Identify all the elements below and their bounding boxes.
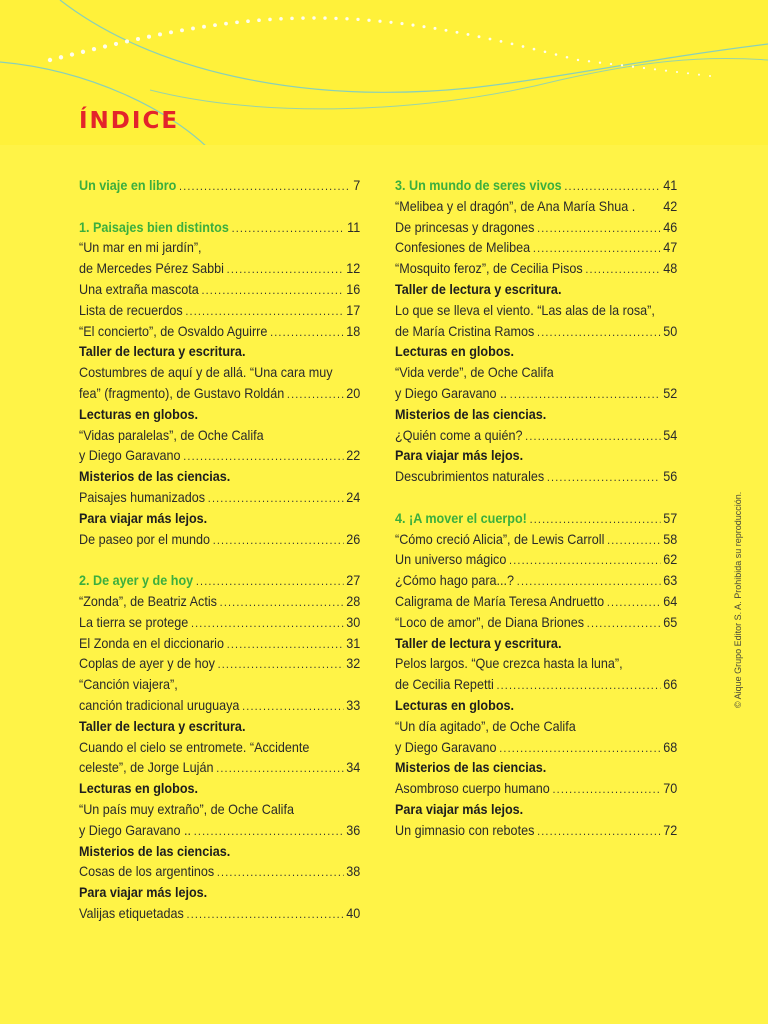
toc-dot-leader	[287, 384, 344, 405]
toc-entry-title: Misterios de las ciencias.	[79, 842, 231, 859]
toc-entry	[395, 570, 677, 591]
toc-entry	[395, 383, 677, 404]
toc-dot-leader	[185, 301, 343, 322]
toc-section-heading	[79, 841, 360, 862]
toc-entry	[79, 258, 360, 279]
toc-dot-leader	[232, 218, 345, 239]
toc-entry-title: y Diego Garavano ..	[395, 384, 508, 401]
toc-page-number: 36	[346, 821, 361, 838]
toc-section-heading	[395, 695, 677, 716]
toc-entry-title: de Cecilia Repetti	[395, 676, 494, 693]
toc-entry-title: Caligrama de María Teresa Andruetto	[395, 592, 605, 609]
toc-entry	[79, 757, 360, 778]
toc-page-number: 46	[663, 218, 678, 235]
toc-page-number: 26	[346, 530, 361, 547]
toc-spacer	[395, 487, 677, 508]
toc-page-number: 70	[663, 780, 678, 797]
toc-entry-title: 4. ¡A mover el cuerpo!	[395, 509, 527, 526]
toc-dot-leader	[564, 176, 660, 197]
toc-section-heading	[79, 341, 360, 362]
toc-entry	[79, 737, 360, 758]
toc-entry-title: “Un mar en mi jardín”,	[79, 239, 202, 256]
toc-page-number: 32	[346, 655, 361, 672]
toc-page-number: 56	[663, 468, 678, 485]
toc-entry	[79, 653, 360, 674]
toc-entry	[395, 196, 677, 217]
toc-entry	[79, 861, 360, 882]
toc-dot-leader	[217, 862, 344, 883]
toc-entry	[395, 529, 677, 550]
toc-dot-leader	[187, 904, 344, 925]
toc-dot-leader	[587, 613, 661, 634]
toc-entry	[395, 591, 677, 612]
toc-dot-leader	[242, 696, 343, 717]
toc-entry-title: y Diego Garavano	[79, 447, 181, 464]
toc-entry	[395, 321, 677, 342]
toc-entry	[395, 258, 677, 279]
toc-page-number: 41	[663, 177, 678, 193]
toc-left-column	[79, 175, 360, 924]
toc-entry-title: De princesas y dragones	[395, 218, 535, 235]
toc-page-number: 31	[346, 634, 361, 651]
toc-section-heading	[79, 882, 360, 903]
toc-entry-title: Misterios de las ciencias.	[79, 468, 231, 485]
toc-entry-title: 3. Un mundo de seres vivos	[395, 177, 562, 193]
toc-entry-title: Lecturas en globos.	[395, 343, 515, 360]
toc-entry-title: Para viajar más lejos.	[79, 509, 208, 526]
toc-entry-title: “Mosquito feroz”, de Cecilia Pisos	[395, 260, 583, 277]
toc-page-number: 58	[663, 530, 678, 547]
toc-page-number: 68	[663, 738, 678, 755]
toc-entry	[79, 903, 360, 924]
toc-page-number: 17	[346, 301, 361, 318]
toc-dot-leader	[194, 821, 344, 842]
toc-entry-title: Taller de lectura y escritura.	[395, 634, 562, 651]
toc-section-heading	[395, 404, 677, 425]
toc-entry	[79, 820, 360, 841]
toc-section-heading	[395, 341, 677, 362]
toc-page-number: 7	[353, 177, 361, 193]
toc-page-number: 18	[346, 322, 361, 339]
toc-entry	[79, 362, 360, 383]
toc-section-heading	[79, 466, 360, 487]
toc-page-number: 42	[663, 197, 678, 214]
toc-dot-leader	[533, 238, 661, 259]
toc-entry-title: Coplas de ayer y de hoy	[79, 655, 215, 672]
toc-entry	[79, 300, 360, 321]
toc-page-number: 47	[663, 239, 678, 256]
toc-chapter-heading	[395, 175, 677, 196]
toc-page-number: 65	[663, 613, 678, 630]
toc-entry	[79, 425, 360, 446]
toc-page-number: 48	[663, 260, 678, 277]
toc-section-heading	[395, 633, 677, 654]
toc-dot-leader	[227, 634, 344, 655]
toc-right-column	[395, 175, 677, 841]
toc-entry	[395, 237, 677, 258]
toc-entry	[395, 549, 677, 570]
toc-entry-title: fea” (fragmento), de Gustavo Roldán	[79, 384, 285, 401]
toc-entry-title: “Melibea y el dragón”, de Ana María Shua .	[395, 197, 636, 214]
toc-entry-title: Cosas de los argentinos	[79, 863, 215, 880]
toc-dot-leader	[270, 322, 343, 343]
toc-page-number: 40	[346, 904, 361, 921]
toc-entry-title: “Canción viajera”,	[79, 676, 178, 693]
toc-entry-title: Costumbres de aquí y de allá. “Una cara muy	[79, 364, 333, 381]
toc-chapter-heading	[79, 217, 360, 238]
toc-chapter-heading	[79, 570, 360, 591]
toc-entry-title: “Vidas paralelas”, de Oche Califa	[79, 426, 264, 443]
toc-entry	[79, 487, 360, 508]
toc-dot-leader	[537, 821, 660, 842]
toc-dot-leader	[537, 218, 660, 239]
toc-entry	[79, 321, 360, 342]
toc-entry	[395, 737, 677, 758]
toc-dot-leader	[607, 530, 660, 551]
toc-section-heading	[395, 799, 677, 820]
toc-page-number: 28	[346, 592, 361, 609]
toc-entry-title: Para viajar más lejos.	[79, 884, 208, 901]
toc-section-heading	[79, 716, 360, 737]
toc-dot-leader	[216, 758, 343, 779]
toc-entry-title: Valijas etiquetadas	[79, 904, 184, 921]
toc-page-number: 57	[663, 509, 678, 526]
toc-entry-title: Taller de lectura y escritura.	[395, 280, 562, 297]
toc-entry	[79, 799, 360, 820]
toc-entry-title: Un viaje en libro	[79, 177, 177, 193]
toc-entry-title: Para viajar más lejos.	[395, 447, 524, 464]
toc-dot-leader	[537, 322, 660, 343]
toc-dot-leader	[196, 571, 344, 592]
toc-entry	[395, 362, 677, 383]
toc-dot-leader	[547, 467, 661, 488]
toc-page-number: 50	[663, 322, 678, 339]
toc-entry	[79, 674, 360, 695]
toc-page-number: 64	[663, 592, 678, 609]
toc-entry-title: “El concierto”, de Osvaldo Aguirre	[79, 322, 268, 339]
toc-dot-leader	[510, 384, 661, 405]
toc-entry-title: y Diego Garavano ..	[79, 821, 192, 838]
toc-entry-title: ¿Cómo hago para...?	[395, 572, 515, 589]
toc-dot-leader	[179, 176, 350, 197]
toc-dot-leader	[496, 675, 660, 696]
toc-entry-title: y Diego Garavano	[395, 738, 497, 755]
toc-page-number: 34	[346, 759, 361, 776]
toc-entry-title: La tierra se protege	[79, 613, 189, 630]
toc-entry	[79, 695, 360, 716]
copyright-notice: © Aique Grupo Editor S. A. Prohibida su reproducción.	[733, 491, 743, 708]
toc-page-number: 38	[346, 863, 361, 880]
toc-entry-title: Lecturas en globos.	[79, 405, 199, 422]
toc-entry-title: Taller de lectura y escritura.	[79, 343, 246, 360]
toc-entry	[395, 217, 677, 238]
toc-page-number: 16	[346, 280, 361, 297]
toc-entry	[79, 529, 360, 550]
toc-entry-title: “Cómo creció Alicia”, de Lewis Carroll	[395, 530, 605, 547]
toc-entry-title: Lecturas en globos.	[79, 780, 199, 797]
toc-entry-title: Descubrimientos naturales	[395, 468, 545, 485]
toc-entry-title: Pelos largos. “Que crezca hasta la luna”,	[395, 655, 623, 672]
toc-entry	[79, 445, 360, 466]
toc-entry	[395, 300, 677, 321]
toc-entry-title: Para viajar más lejos.	[395, 800, 524, 817]
toc-dot-leader	[218, 654, 344, 675]
toc-entry	[79, 591, 360, 612]
toc-entry	[79, 237, 360, 258]
toc-entry-title: Lista de recuerdos	[79, 301, 183, 318]
toc-page-number: 12	[346, 260, 361, 277]
toc-entry-title: “Un país muy extraño”, de Oche Califa	[79, 800, 295, 817]
toc-entry-title: Paisajes humanizados	[79, 488, 206, 505]
toc-page-number: 20	[346, 384, 361, 401]
toc-spacer	[79, 196, 360, 217]
toc-entry-title: Cuando el cielo se entromete. “Accidente	[79, 738, 310, 755]
toc-section-heading	[79, 778, 360, 799]
toc-entry	[79, 279, 360, 300]
toc-entry	[395, 820, 677, 841]
toc-section-heading	[395, 757, 677, 778]
toc-page-number: 52	[663, 384, 678, 401]
toc-dot-leader	[553, 779, 661, 800]
toc-entry	[79, 612, 360, 633]
toc-entry-title: de Mercedes Pérez Sabbi	[79, 260, 224, 277]
toc-dot-leader	[499, 738, 660, 759]
toc-dot-leader	[220, 592, 344, 613]
toc-entry	[395, 674, 677, 695]
toc-entry-title: Misterios de las ciencias.	[395, 759, 547, 776]
toc-entry-title: Misterios de las ciencias.	[395, 405, 547, 422]
toc-chapter-heading	[79, 175, 360, 196]
toc-entry-title: De paseo por el mundo	[79, 530, 210, 547]
toc-entry-title: Lecturas en globos.	[395, 696, 515, 713]
toc-page-number: 63	[663, 572, 678, 589]
toc-entry	[395, 653, 677, 674]
toc-spacer	[79, 549, 360, 570]
toc-chapter-heading	[395, 508, 677, 529]
toc-entry-title: Taller de lectura y escritura.	[79, 717, 246, 734]
toc-dot-leader	[191, 613, 344, 634]
toc-dot-leader	[530, 509, 661, 530]
toc-dot-leader	[585, 259, 660, 280]
toc-dot-leader	[201, 280, 343, 301]
toc-dot-leader	[227, 259, 344, 280]
toc-entry-title: “Un día agitado”, de Oche Califa	[395, 717, 576, 734]
toc-section-heading	[79, 404, 360, 425]
toc-entry-title: 1. Paisajes bien distintos	[79, 218, 229, 235]
toc-dot-leader	[208, 488, 344, 509]
toc-entry-title: Un universo mágico	[395, 551, 507, 568]
toc-entry-title: “Zonda”, de Beatriz Actis	[79, 592, 217, 609]
toc-entry-title: ¿Quién come a quién?	[395, 426, 523, 443]
toc-entry-title: Confesiones de Melibea	[395, 239, 531, 256]
toc-page-number: 72	[663, 821, 678, 838]
toc-entry	[395, 612, 677, 633]
toc-dot-leader	[509, 550, 660, 571]
toc-entry	[395, 425, 677, 446]
toc-entry-title: Una extraña mascota	[79, 280, 199, 297]
toc-entry	[395, 716, 677, 737]
toc-page-number: 24	[346, 488, 361, 505]
toc-page-number: 22	[346, 447, 361, 464]
toc-section-heading	[395, 445, 677, 466]
toc-entry	[79, 633, 360, 654]
toc-entry-title: “Vida verde”, de Oche Califa	[395, 364, 554, 381]
toc-page-number: 27	[346, 572, 361, 589]
toc-page-number: 54	[663, 426, 678, 443]
toc-dot-leader	[607, 592, 661, 613]
toc-entry-title: Lo que se lleva el viento. “Las alas de la rosa”,	[395, 301, 655, 318]
toc-entry	[395, 778, 677, 799]
toc-entry-title: “Loco de amor”, de Diana Briones	[395, 613, 585, 630]
toc-page-number: 30	[346, 613, 361, 630]
toc-page-number: 11	[347, 218, 361, 235]
toc-page-number: 33	[346, 696, 361, 713]
toc-dot-leader	[517, 571, 661, 592]
toc-section-heading	[395, 279, 677, 300]
toc-entry	[79, 383, 360, 404]
toc-dot-leader	[183, 446, 343, 467]
toc-page-number: 62	[663, 551, 678, 568]
toc-entry-title: Asombroso cuerpo humano	[395, 780, 550, 797]
toc-section-heading	[79, 508, 360, 529]
toc-entry-title: de María Cristina Ramos	[395, 322, 535, 339]
toc-entry-title: El Zonda en el diccionario	[79, 634, 224, 651]
toc-entry-title: Un gimnasio con rebotes	[395, 821, 535, 838]
toc-page-number: 66	[663, 676, 678, 693]
toc-dot-leader	[525, 426, 660, 447]
toc-entry-title: 2. De ayer y de hoy	[79, 572, 194, 589]
toc-entry	[395, 466, 677, 487]
page-title: ÍNDICE	[79, 108, 180, 134]
toc-entry-title: canción tradicional uruguaya	[79, 696, 240, 713]
toc-dot-leader	[213, 530, 344, 551]
toc-entry-title: celeste”, de Jorge Luján	[79, 759, 214, 776]
